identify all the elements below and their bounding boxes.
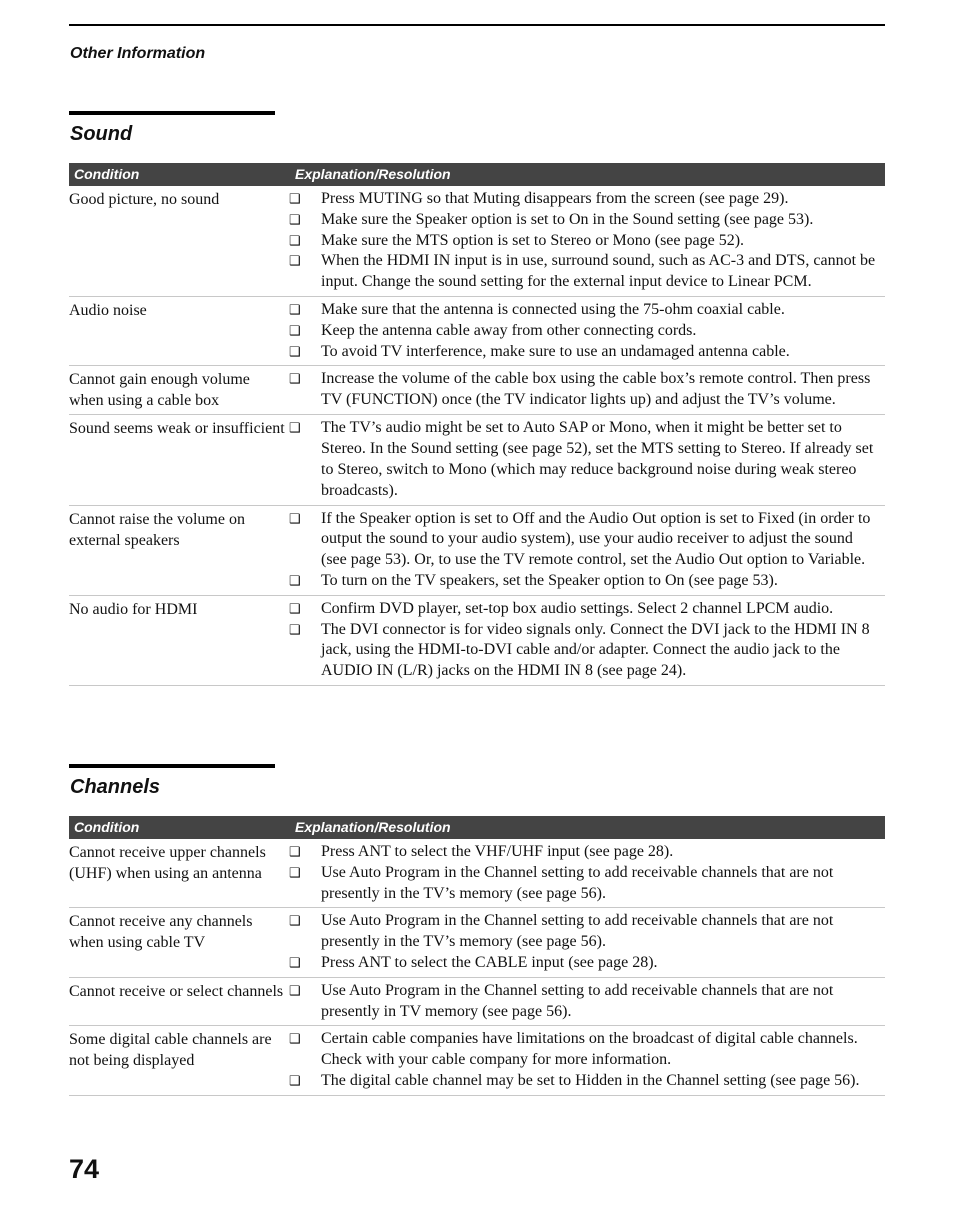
resolution-list: [285, 1029, 885, 1091]
resolution-item: [285, 321, 885, 342]
table-row: [69, 908, 885, 977]
checkbox-icon: ❑: [289, 301, 301, 317]
sound-table-body: [69, 186, 885, 686]
resolution-item: [285, 509, 885, 571]
checkbox-icon: ❑: [289, 1072, 301, 1088]
checkbox-icon: ❑: [289, 322, 301, 338]
condition-cell: Sound seems weak or insufficient: [69, 420, 285, 438]
checkbox-icon: ❑: [289, 191, 301, 206]
resolution-list: [285, 981, 885, 1023]
checkbox-icon: ❑: [289, 954, 301, 970]
section-title-channels: Channels: [70, 776, 161, 798]
table-header: [69, 163, 885, 186]
checkbox-icon: ❑: [289, 232, 301, 248]
running-header: Other Information: [70, 45, 206, 62]
resolution-item: [285, 863, 885, 905]
checkbox-icon: ❑: [289, 211, 301, 227]
resolution-item: [285, 1071, 885, 1092]
resolution-item: [285, 1029, 885, 1071]
resolution-item: [285, 620, 885, 682]
resolution-text: Increase the volume of the cable box using the cable box’s remote control. Then press TV (FUNCTION) once (the TV indicator lights up) and adjust the TV’s volume.: [321, 370, 871, 409]
resolution-item: [285, 911, 885, 953]
checkbox-icon: ❑: [289, 1031, 301, 1047]
resolution-item: [285, 418, 885, 501]
resolution-text: The digital cable channel may be set to Hidden in the Channel setting (see page 56).: [321, 1071, 860, 1089]
table-row: [69, 1026, 885, 1095]
resolution-item: [285, 210, 885, 231]
table-row: [69, 596, 885, 686]
resolution-item: [285, 369, 885, 411]
resolution-item: [285, 953, 885, 974]
condition-cell: Audio noise: [69, 301, 147, 319]
table-row: [69, 839, 885, 908]
checkbox-icon: ❑: [289, 371, 301, 387]
table-row: [69, 978, 885, 1027]
resolution-text: If the Speaker option is set to Off and the Audio Out option is set to Fixed (in order to output the sound to your audio system), use your audio receiver to adjust the sound (see page 53). Or, to use the TV remote control, set the Audio Out option to Variable.: [321, 509, 871, 569]
condition-cell: Cannot gain enough volume when using a cable box: [69, 371, 250, 410]
resolution-text: Make sure that the antenna is connected using the 75-ohm coaxial cable.: [321, 300, 785, 318]
resolution-item: [285, 571, 885, 592]
resolution-text: Make sure the Speaker option is set to On in the Sound setting (see page 53).: [321, 210, 814, 228]
column-header-explanation: Explanation/Resolution: [295, 819, 451, 835]
resolution-text: When the HDMI IN input is in use, surround sound, such as AC-3 and DTS, cannot be input. Change the sound setting for the external input device to Linear PCM.: [321, 252, 876, 291]
section-rule: [69, 764, 275, 768]
resolution-text: To avoid TV interference, make sure to use an undamaged antenna cable.: [321, 342, 790, 360]
resolution-text: The TV’s audio might be set to Auto SAP or Mono, when it might be better set to Stereo. In the Sound setting (see page 52), set the MTS setting to Stereo. If already set to Stereo, switch to Mono (which may reduce background noise during weak stereo broadcasts).: [321, 419, 874, 499]
resolution-text: Press ANT to select the VHF/UHF input (see page 28).: [321, 843, 674, 860]
resolution-text: The DVI connector is for video signals only. Connect the DVI jack to the HDMI IN 8 jack, using the HDMI-to-DVI cable and/or adapter. Connect the audio jack to the AUDIO IN (L/R) jacks on the HDMI IN 8 (see page 24).: [321, 620, 870, 680]
resolution-list: [285, 911, 885, 973]
condition-cell: Some digital cable channels are not being displayed: [69, 1031, 272, 1070]
resolution-item: [285, 342, 885, 363]
table-row: [69, 186, 885, 297]
checkbox-icon: ❑: [289, 343, 301, 359]
checkbox-icon: ❑: [289, 510, 301, 526]
checkbox-icon: ❑: [289, 982, 301, 998]
condition-cell: Cannot raise the volume on external speakers: [69, 510, 245, 549]
channels-table-body: [69, 839, 885, 1096]
channels-section: [69, 764, 885, 1096]
condition-cell: Cannot receive or select channels: [69, 982, 284, 1000]
column-header-explanation: Explanation/Resolution: [295, 166, 451, 182]
resolution-list: [285, 418, 885, 501]
resolution-list: [285, 599, 885, 682]
checkbox-icon: ❑: [289, 864, 301, 880]
resolution-text: Press MUTING so that Muting disappears from the screen (see page 29).: [321, 190, 789, 207]
condition-cell: No audio for HDMI: [69, 600, 198, 618]
section-rule: [69, 111, 275, 115]
resolution-text: Make sure the MTS option is set to Stereo or Mono (see page 52).: [321, 231, 745, 249]
column-header-condition: Condition: [74, 819, 140, 835]
resolution-text: Use Auto Program in the Channel setting to add receivable channels that are not presently in TV memory (see page 56).: [321, 981, 834, 1020]
resolution-list: [285, 369, 885, 411]
resolution-text: Press ANT to select the CABLE input (see page 28).: [321, 953, 658, 971]
resolution-item: [285, 981, 885, 1023]
resolution-item: [285, 599, 885, 620]
sound-section: [69, 111, 885, 686]
table-row: [69, 366, 885, 415]
condition-cell: Good picture, no sound: [69, 191, 220, 208]
table-row: [69, 297, 885, 366]
resolution-item: [285, 231, 885, 252]
condition-cell: Cannot receive any channels when using cable TV: [69, 913, 253, 952]
table-row: [69, 506, 885, 596]
resolution-text: Use Auto Program in the Channel setting to add receivable channels that are not presently in the TV’s memory (see page 56).: [321, 912, 834, 951]
resolution-text: Confirm DVD player, set-top box audio settings. Select 2 channel LPCM audio.: [321, 599, 834, 617]
condition-cell: Cannot receive upper channels (UHF) when using an antenna: [69, 844, 266, 882]
table-header: [69, 816, 885, 839]
checkbox-icon: ❑: [289, 844, 301, 859]
top-rule: [69, 24, 885, 26]
column-header-condition: Condition: [74, 166, 140, 182]
resolution-list: [285, 509, 885, 592]
checkbox-icon: ❑: [289, 621, 301, 637]
resolution-list: [285, 300, 885, 362]
table-row: [69, 415, 885, 505]
checkbox-icon: ❑: [289, 253, 301, 269]
checkbox-icon: ❑: [289, 572, 301, 588]
page-number: 74: [69, 1154, 100, 1184]
resolution-item: [285, 251, 885, 293]
resolution-text: Use Auto Program in the Channel setting to add receivable channels that are not presently in the TV’s memory (see page 56).: [321, 863, 834, 902]
checkbox-icon: ❑: [289, 420, 301, 436]
resolution-item: [285, 842, 885, 863]
resolution-item: [285, 300, 885, 321]
checkbox-icon: ❑: [289, 913, 301, 929]
resolution-list: [285, 842, 885, 904]
section-title-sound: Sound: [70, 123, 133, 145]
resolution-list: [285, 189, 885, 293]
resolution-text: To turn on the TV speakers, set the Speaker option to On (see page 53).: [321, 571, 778, 589]
resolution-item: [285, 189, 885, 210]
checkbox-icon: ❑: [289, 600, 301, 616]
resolution-text: Keep the antenna cable away from other connecting cords.: [321, 321, 697, 339]
resolution-text: Certain cable companies have limitations on the broadcast of digital cable channels. Check with your cable company for more information.: [321, 1030, 858, 1069]
